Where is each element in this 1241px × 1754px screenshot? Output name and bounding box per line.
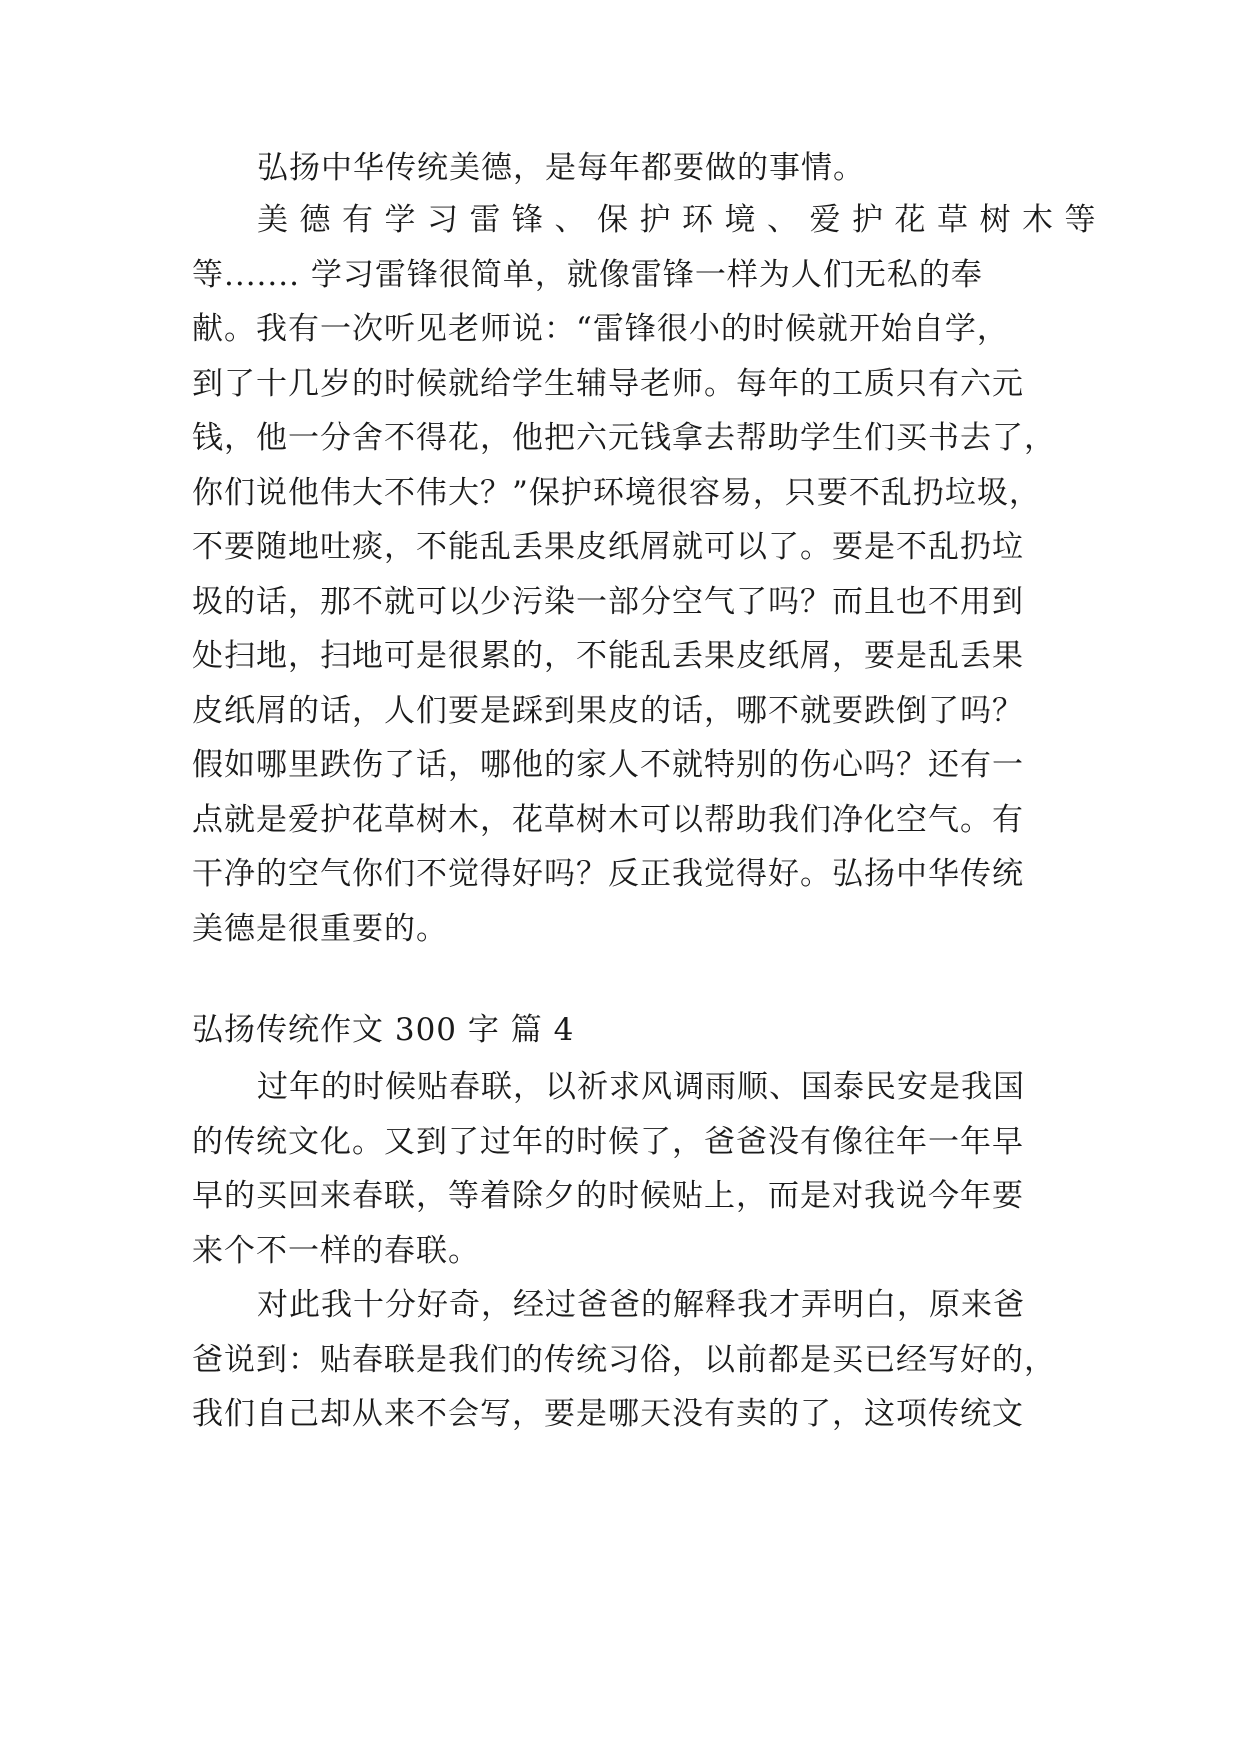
paragraph-2-line-10: 皮纸屑的话，人们要是踩到果皮的话，哪不就要跌倒了吗？: [192, 693, 1024, 729]
paragraph-1-line-1: 弘扬中华传统美德，是每年都要做的事情。: [257, 150, 865, 186]
paragraph-2-line-11: 假如哪里跌伤了话，哪他的家人不就特别的伤心吗？还有一: [192, 747, 1024, 783]
paragraph-2-line-8: 圾的话，那不就可以少污染一部分空气了吗？而且也不用到: [192, 584, 1024, 620]
section-heading: 弘扬传统作文 300 字 篇 4: [192, 1012, 575, 1048]
paragraph-2-line-1: 美德有学习雷锋、保护环境、爱护花草树木等: [257, 202, 1107, 238]
paragraph-2-line-6: 你们说他伟大不伟大？”保护环境很容易，只要不乱扔垃圾，: [192, 475, 1041, 511]
paragraph-3-line-2: 的传统文化。又到了过年的时候了，爸爸没有像往年一年早: [192, 1124, 1024, 1160]
paragraph-2-line-5: 钱，他一分舍不得花，他把六元钱拿去帮助学生们买书去了，: [192, 420, 1056, 456]
paragraph-3-line-1: 过年的时候贴春联，以祈求风调雨顺、国泰民安是我国: [257, 1069, 1025, 1105]
paragraph-2-line-14: 美德是很重要的。: [192, 911, 448, 947]
paragraph-2-line-7: 不要随地吐痰，不能乱丢果皮纸屑就可以了。要是不乱扔垃: [192, 529, 1024, 565]
paragraph-4-line-2: 爸说到：贴春联是我们的传统习俗，以前都是买已经写好的，: [192, 1342, 1056, 1378]
paragraph-4-line-3: 我们自己却从来不会写，要是哪天没有卖的了，这项传统文: [192, 1396, 1024, 1432]
paragraph-2-line-4: 到了十几岁的时候就给学生辅导老师。每年的工质只有六元: [192, 366, 1024, 402]
paragraph-2-line-12: 点就是爱护花草树木，花草树木可以帮助我们净化空气。有: [192, 802, 1024, 838]
paragraph-3-line-3: 早的买回来春联，等着除夕的时候贴上，而是对我说今年要: [192, 1178, 1024, 1214]
paragraph-2-line-2: 等....... 学习雷锋很简单，就像雷锋一样为人们无私的奉: [192, 257, 983, 293]
paragraph-2-line-9: 处扫地，扫地可是很累的，不能乱丢果皮纸屑，要是乱丢果: [192, 638, 1024, 674]
paragraph-3-line-4: 来个不一样的春联。: [192, 1233, 480, 1269]
paragraph-4-line-1: 对此我十分好奇，经过爸爸的解释我才弄明白，原来爸: [257, 1287, 1025, 1323]
paragraph-2-line-3: 献。我有一次听见老师说：“雷锋很小的时候就开始自学，: [192, 311, 1009, 347]
paragraph-2-line-13: 干净的空气你们不觉得好吗？反正我觉得好。弘扬中华传统: [192, 856, 1024, 892]
